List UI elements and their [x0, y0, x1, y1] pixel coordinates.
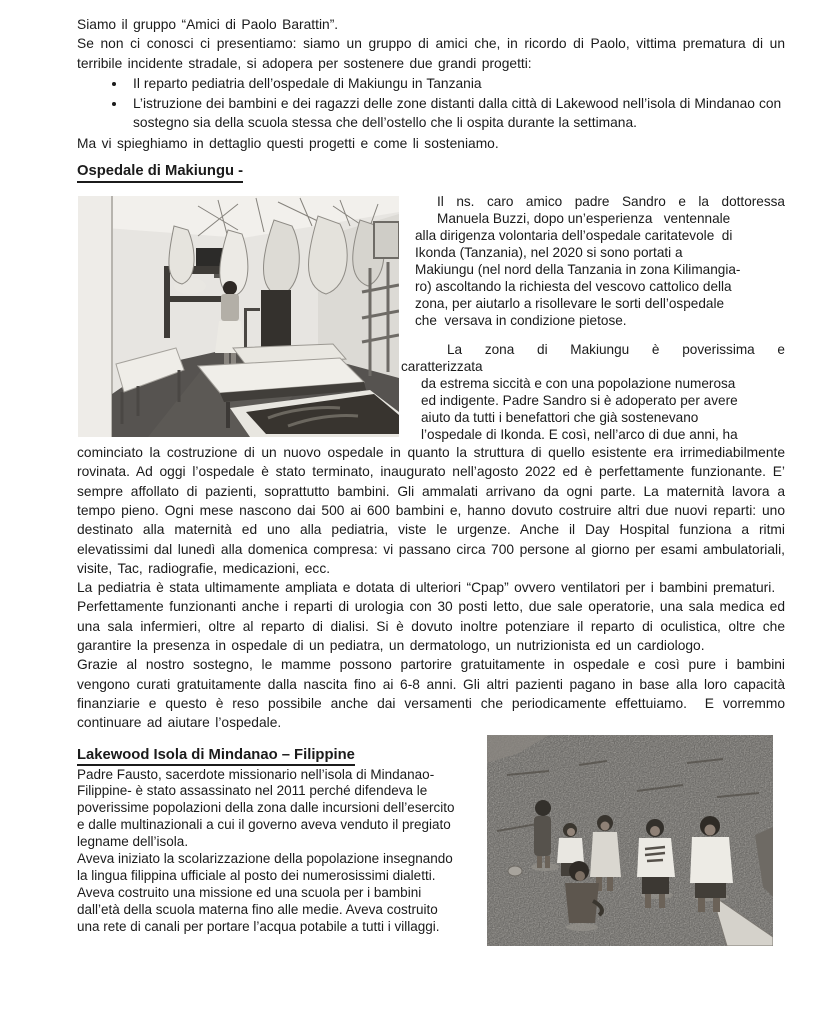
lakewood-section	[77, 746, 785, 936]
text-line: Filippine- è stato assassinato nel 2011 perché difendeva le	[77, 783, 428, 799]
bullet-text: L’istruzione dei bambini e dei ragazzi delle zone distanti dalla città di Lakewood nell’isola di Mindanao con sostegno sia della scuola stessa che dell’ostello che li ospita durante la settimana.	[133, 96, 782, 131]
intro-closing: Ma vi spieghiamo in dettaglio questi progetti e come li sosteniamo.	[77, 135, 499, 151]
makiungu-intro-column	[401, 193, 785, 443]
text-line: l’ospedale di Ikonda. E così, nell’arco di due anni, ha	[421, 427, 738, 443]
text-line: Il ns. caro amico padre Sandro e la dottoressa	[437, 194, 785, 210]
text-line: alla dirigenza volontaria dell’ospedale caritatevole di	[415, 228, 733, 244]
text-line: Aveva costruito una missione ed una scuola per i bambini	[77, 884, 422, 900]
heading-text: Lakewood Isola di Mindanao – Filippine	[77, 747, 355, 767]
section-heading-makiungu	[77, 162, 785, 181]
hospital-ward-photo	[78, 196, 399, 437]
makiungu-section	[77, 193, 785, 443]
text-line: ed indigente. Padre Sandro si è adoperato per avere	[421, 393, 738, 409]
project-list	[77, 74, 785, 133]
hospital-ward-illustration	[78, 196, 399, 437]
list-item-makiungu	[127, 74, 785, 93]
children-group-photo	[487, 735, 773, 946]
intro-opening: Siamo il gruppo “Amici di Paolo Barattin”.	[77, 17, 339, 32]
column-paragraph	[415, 193, 785, 329]
text-line: legname dell’isola.	[77, 834, 189, 850]
text-line: Ikonda (Tanzania), nel 2020 si sono portati a	[415, 245, 683, 261]
text-line: ro) ascoltando la richiesta del vescovo cattolico della	[415, 279, 732, 295]
text-line: aiuto da tutti i benefattori che già sostenevano	[421, 410, 699, 426]
paragraph-support: Grazie al nostro sostegno, le mamme possono partorire gratuitamente in ospedale e così pure i bambini vengono curati gratuitamente dalla nascita fino ai 6-8 anni. Gli altri pazienti pagano in base alla loro capacità finanziarie e questo è reso possibile anche dai versamenti che periodicamente effettuiamo. E vorremmo continuare ad aiutare l’ospedale.	[77, 657, 785, 731]
text-line: caratterizzata	[401, 359, 483, 375]
text-line: da estrema siccità e con una popolazione numerosa	[421, 376, 736, 392]
heading-text: Ospedale di Makiungu -	[77, 163, 243, 183]
text-line: poverissime popolazioni della zona dalle incursioni dell’esercito	[77, 800, 455, 816]
paragraph-pediatrics: La pediatria è stata ultimamente ampliata e dotata di ulteriori “Cpap” ovvero ventilatori per i bambini prematuri.	[77, 580, 776, 596]
text-line: Makiungu (nel nord della Tanzania in zona Kilimangia-	[415, 262, 741, 278]
lakewood-column	[77, 767, 497, 936]
children-group-illustration	[487, 735, 773, 946]
paragraph-hospital-construction: cominciato la costruzione di un nuovo ospedale in quanto la struttura di quello esistente era irrimediabilmente rovinata. Ad oggi l’ospedale è stato terminato, inaugurato nell’agosto 2022 ed è perfettamente funzionante. E’ sempre affollato di pazienti, soprattutto bambini. Gli ammalati arrivano da ogni parte. La maternità lavora a tempo pieno. Ogni mese nascono dai 500 ai 600 bambini e, hanno dovuto costruire altri due nuovi reparti: uno destinato alla maternità ed uno alla pediatria, viste le urgenze. Anche il Day Hospital funziona a ritmi elevatissimi dal lunedì alla domenica compresa: vi passano circa 700 persone al giorno per esami ambulatoriali, visite, Tac, radiografie, medicazioni, ecc.	[77, 445, 785, 576]
text-line: La zona di Makiungu è poverissima e	[447, 342, 785, 358]
text-line: e dalle multinazionali a cui il governo aveva venduto il pregiato	[77, 817, 451, 833]
text-line: che versava in condizione pietose.	[415, 313, 627, 329]
paragraph-departments: Perfettamente funzionanti anche i reparti di urologia con 30 posti letto, due sale operatorie, una sala medica ed una sala infermieri, oltre al reparto di dialisi. Si è dovuto inoltre potenziare il reparto di oculistica, oltre che garantire la presenza in ospedale di un pediatra, un dermatologo, un nutrizionista ed un cardiologo.	[77, 599, 785, 654]
bullet-text: Il reparto pediatria dell’ospedale di Makiungu in Tanzania	[133, 75, 482, 91]
text-line: Aveva iniziato la scolarizzazione della popolazione insegnando	[77, 851, 453, 867]
intro-presentation: Se non ci conosci ci presentiamo: siamo un gruppo di amici che, in ricordo di Paolo, vittima prematura di un terribile incidente stradale, si adopera per sostenere due grandi progetti:	[77, 36, 785, 71]
text-line: una rete di canali per portare l’acqua potabile a tutti i villaggi.	[77, 918, 440, 934]
list-item-lakewood	[127, 94, 785, 133]
text-line: Manuela Buzzi, dopo un’esperienza ventennale	[437, 211, 731, 227]
column-paragraph	[401, 341, 785, 443]
text-line: dall’età della scuola materna fino alle medie. Aveva costruito	[77, 901, 438, 917]
text-line: la lingua filippina ufficiale al posto dei numerosissimi dialetti.	[77, 867, 436, 883]
text-line: Padre Fausto, sacerdote missionario nell’isola di Mindanao-	[77, 766, 435, 782]
text-line: zona, per aiutarlo a risollevare le sorti dell’ospedale	[415, 296, 725, 312]
